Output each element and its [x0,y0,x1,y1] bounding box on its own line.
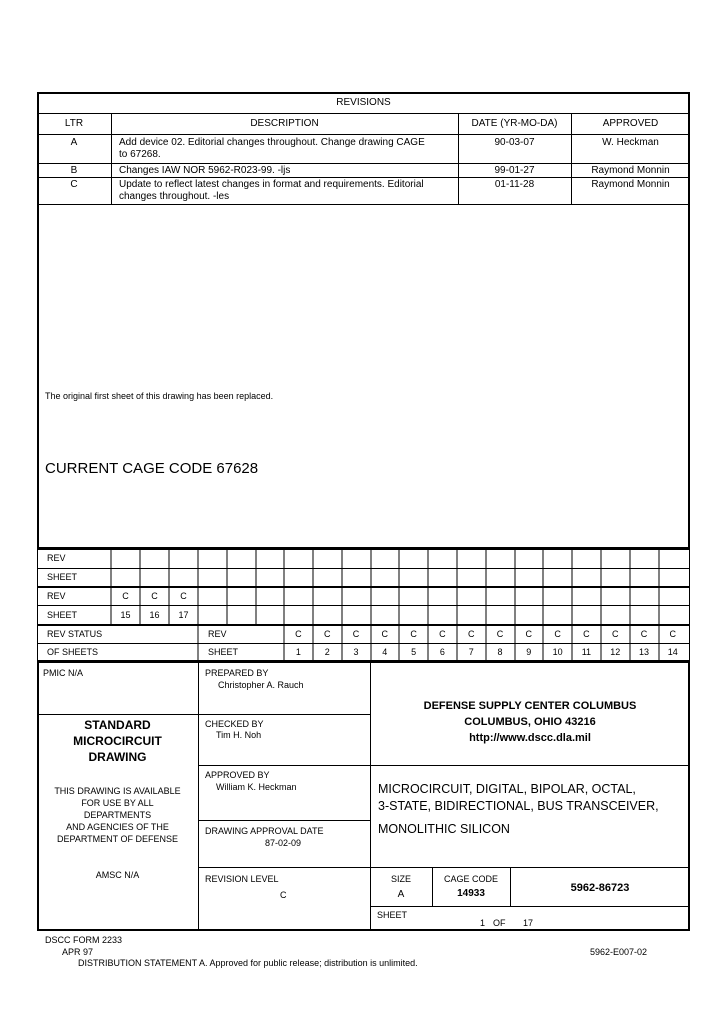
rev-status-cell: C [640,629,648,639]
divider [370,906,690,907]
availability-text: DEPARTMENT OF DEFENSE [56,834,179,844]
revision-description: Update to reflect latest changes in format and requirements. Editorial [119,179,424,190]
sheet-number-cell: 11 [581,647,592,657]
availability-text: THIS DRAWING IS AVAILABLE [54,786,181,796]
approved-label: APPROVED BY [205,770,270,780]
rev-label: REV [47,591,66,601]
sheet-number-cell: 5 [411,647,417,657]
sheet-number-cell: 14 [667,647,678,657]
of-sheets-label: OF SHEETS [47,647,99,657]
revision-approved: Raymond Monnin [591,179,670,190]
rev-status-cell: C [611,629,619,639]
standard-title: MICROCIRCUIT [73,734,162,748]
standard-title: STANDARD [84,718,151,732]
revision-approved: W. Heckman [602,137,659,148]
rev-cell: C [180,591,187,601]
divider [198,661,199,931]
sheet-cell: 16 [149,610,160,620]
amsc-label: AMSC N/A [95,870,140,880]
cage-value: 14933 [457,888,485,899]
sheet-label: SHEET [208,647,239,657]
sheet-number: 1 [480,918,486,928]
form-number: DSCC FORM 2233 [45,935,123,945]
approval-date: 87-02-09 [265,838,302,848]
checked-by: Tim H. Noh [216,730,262,740]
sheet-number-cell: 1 [295,647,301,657]
revision-ltr: C [70,179,78,190]
prepared-by: Christopher A. Rauch [218,680,304,690]
rev-status-cell: C [554,629,561,639]
revisions-title: REVISIONS [336,97,391,108]
header-description: DESCRIPTION [250,118,319,129]
form-date: APR 97 [62,947,94,957]
sheet-label: SHEET [377,910,408,920]
divider [370,765,690,766]
divider [198,714,370,715]
checked-label: CHECKED BY [205,719,264,729]
sheet-of: OF [493,918,506,928]
divider [370,867,690,868]
document-code: 5962-E007-02 [590,947,648,957]
revision-description: to 67268. [119,149,161,160]
revision-level-label: REVISION LEVEL [205,874,279,884]
header-approved: APPROVED [602,118,659,129]
rev-status-cell: C [323,629,331,639]
revision-description: Add device 02. Editorial changes throughout. Change drawing CAGE [119,137,425,148]
sheet-number-cell: 8 [497,647,503,657]
revision-date: 01-11-28 [494,179,535,190]
standard-title: DRAWING [88,750,147,764]
rev-status-cell: C [669,629,677,639]
sheet-total: 17 [523,918,534,928]
revision-description: changes throughout. -les [119,191,230,202]
current-cage-notice: CURRENT CAGE CODE 67628 [45,460,259,477]
revision-level: C [280,890,287,900]
sheet-number-cell: 13 [638,647,649,657]
sheet-label: SHEET [47,572,78,582]
rev-status-cell: C [381,629,389,639]
drawing-number: 5962-86723 [570,882,630,894]
rev-status-cell: C [525,629,533,639]
header-date: DATE (YR-MO-DA) [471,118,558,129]
rev-label: REV [208,629,227,639]
size-label: SIZE [390,874,411,884]
revision-ltr: B [70,165,78,176]
sheet-number-cell: 9 [526,647,532,657]
revision-approved: Raymond Monnin [591,165,670,176]
approved-by: William K. Heckman [216,782,297,792]
rev-status-cell: C [295,629,302,639]
divider [198,867,370,868]
divider [198,820,370,821]
cage-label: CAGE CODE [443,874,498,884]
size-value: A [397,889,405,900]
rev-cell: C [122,591,129,601]
distribution-statement: DISTRIBUTION STATEMENT A. Approved for public release; distribution is unlimited. [78,958,418,968]
sheet-number-cell: 2 [324,647,330,657]
revision-description: Changes IAW NOR 5962-R023-99. -ljs [119,165,291,176]
replacement-note: The original first sheet of this drawing has been replaced. [45,391,274,401]
availability-text: AND AGENCIES OF THE [66,822,169,832]
sheet-cell: 15 [120,610,131,620]
drawing-title: MICROCIRCUIT, DIGITAL, BIPOLAR, OCTAL, [378,782,636,796]
sheet-number-cell: 6 [439,647,445,657]
prepared-label: PREPARED BY [205,668,269,678]
header-ltr: LTR [64,118,84,129]
sheet-number-cell: 7 [468,647,474,657]
rev-cell: C [151,591,158,601]
revision-ltr: A [70,137,78,148]
revision-date: 90-03-07 [494,137,535,148]
sheet-number-cell: 10 [552,647,563,657]
pmic-label: PMIC N/A [43,668,84,678]
drawing-title: MONOLITHIC SILICON [378,822,510,836]
revision-date: 99-01-27 [494,165,535,176]
divider [198,765,370,766]
rev-status-cell: C [496,629,504,639]
agency-url: http://www.dscc.dla.mil [469,732,591,744]
approval-date-label: DRAWING APPROVAL DATE [205,826,324,836]
agency-address: COLUMBUS, OHIO 43216 [464,716,596,728]
rev-status-cell: C [583,629,590,639]
sheet-cell: 17 [178,610,189,620]
agency-name: DEFENSE SUPPLY CENTER COLUMBUS [423,700,637,712]
sheet-number-cell: 3 [353,647,359,657]
drawing-title: 3-STATE, BIDIRECTIONAL, BUS TRANSCEIVER, [378,799,659,813]
divider [37,714,198,715]
rev-status-label: REV STATUS [47,629,103,639]
rev-status-cell: C [439,629,446,639]
availability-text: DEPARTMENTS [83,810,152,820]
rev-label: REV [47,553,66,563]
rev-status-cell: C [410,629,417,639]
sheet-number-cell: 12 [610,647,621,657]
availability-text: FOR USE BY ALL [81,798,154,808]
sheet-label: SHEET [47,610,78,620]
sheet-number-cell: 4 [382,647,388,657]
rev-status-cell: C [467,629,475,639]
rev-status-cell: C [352,629,360,639]
